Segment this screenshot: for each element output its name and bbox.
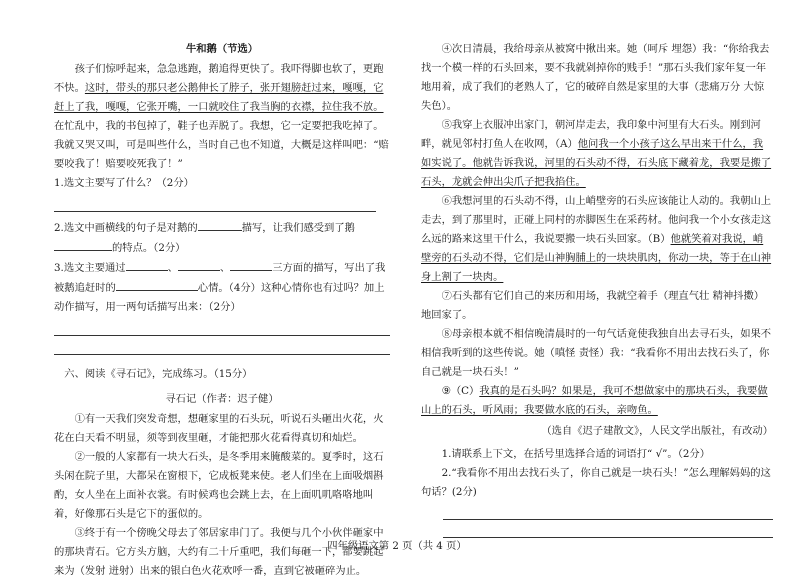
question2	[54, 218, 390, 258]
passage2-paragraph3: ③终于有一个傍晚父母去了邻居家串门了。我便与几个小伙伴砸家中的那块青石。它方头方脑，大约有二十斤重吧，我们每砸一下，都要跳起来为（发射 迸射）出来的银白色火花欢呼一番，直到它被砸碎为止。	[54, 527, 384, 577]
question3-answer-line1[interactable]	[54, 317, 390, 336]
question3-blank1[interactable]	[126, 258, 168, 271]
passage1-underlined-sentence: 这时，带头的那只老公鹅伸长了脖子，张开翅膀赶过来，嘎嘎，它赶上了我，嘎嘎，它张开嘴，一口就咬住了我当胸的衣襟，拉住我不放。	[54, 82, 384, 113]
question1-text: 1.选文主要写了什么？（2分）	[54, 177, 194, 189]
question1-answer-line[interactable]	[54, 193, 376, 212]
paragraph5-text: ⑤我穿上衣服冲出家门，朝河岸走去，我印象中河里有大石头。刚到河畔，就见邻村打鱼人在收网，（A）	[421, 119, 761, 150]
question3-part3: 心情。（4分）这种心情你也有过吗？加上动作描写，用一两句话描写出来：（2分）	[54, 282, 385, 313]
passage1-text-b: 在忙乱中，我的书包掉了，鞋子也弄脱了。我想，它一定要把我吃掉了。我就又哭又叫，可是叫些什么，当时自己也不知道，大概是这样叫吧：“赔要咬我了！赔要咬死我了！”	[54, 120, 389, 170]
question2-part1: 2.选文中画横线的句子是对鹅的	[54, 222, 198, 234]
passage1-paragraph	[54, 60, 390, 174]
question3-blank3[interactable]	[230, 258, 272, 271]
passage2-title: 寻石记（作者：迟子健）	[165, 393, 279, 405]
section6-question2-answer-area	[421, 502, 773, 538]
passage2-paragraph2: ②一般的人家都有一块大石头，是冬季用来腌酸菜的。夏季时，这石头闲在院子里，大都呆在窗根下，它成板凳来使。老人们坐在上面吸烟斟酌，女人坐在上面补衣裳。有时候鸡也会跳上去，在上面叽叽咯咯地叫着，好像那石头是它下的蛋似的。	[54, 451, 384, 520]
paragraph9-label: ⑨（C）	[441, 385, 480, 397]
question3-blank4[interactable]	[116, 278, 198, 291]
passage2-paragraph8: ⑧母亲根本就不相信晚清晨时的一句气话竟使我独自出去寻石头，如果不相信我听到的这些传说。她（嗔怪 责怪）我：“我看你不用出去找石头了，你自己就是一块石头！”	[421, 328, 772, 378]
question2-part3: 的特点。（2分）	[112, 242, 186, 254]
passage2-source: （选自《迟子建散文》，人民文学出版社，有改动）	[541, 425, 773, 437]
paragraph6-underlined-sentence-b: 他就笑着对我说，峭壁旁的石头动不得，它们是山神胸脯上的一块块肌肉，你动一块，等于在山神身上割了一块肉。	[421, 233, 772, 283]
question3-blank2[interactable]	[178, 258, 220, 271]
question3-part2: 三方面的描写，写出了我被鹅追赶时的	[54, 262, 386, 294]
left-column	[54, 40, 390, 581]
section6-title: 六、阅读《寻石记》，完成练习。（15分）	[64, 368, 253, 380]
passage1-title: 牛和鹅（节选）	[185, 43, 259, 55]
paragraph6-text: ⑥我想河里的石头动不得，山上峭壁旁的石头应该能让人动的。我朝山上走去，到了那里时，正碰上同村的赤脚医生在采药材。他问我一个小女孩走这么远的路来这里干什么，我说要搬一块石头回家。（B）	[421, 195, 772, 245]
question3-part1: 3.选文主要通过	[54, 262, 126, 274]
question3-separator2: 、	[219, 262, 231, 274]
passage2-paragraph9	[421, 382, 773, 420]
right-column	[421, 40, 773, 538]
section6-question2-answer-line2[interactable]	[443, 520, 773, 538]
section6-question2-answer-line1[interactable]	[443, 502, 773, 520]
passage2-paragraph1: ①有一天我们突发奇想，想砸家里的石头玩，听说石头砸出火花，火花在白天看不明显，须等到夜里砸，才能把那火花看得真切和灿烂。	[54, 413, 384, 444]
paragraph9-underlined-sentence-c: 我真的是石头吗？如果是，我可不想做家中的那块石头，我要做山上的石头，听风雨；我要做水底的石头，亲吻鱼。	[421, 385, 768, 416]
section6-question2: 2.“我看你不用出去找石头了，你自己就是一块石头！”怎么理解妈妈的这句话？(2分)	[421, 467, 771, 498]
passage1-text-a: 孩子们惊呼起来，急急逃跑，鹅追得更快了。我吓得脚也软了，更跑不快。	[54, 63, 384, 94]
question2-blank2[interactable]	[54, 238, 112, 251]
question2-part2: 描写，让我们感受到了鹅	[241, 222, 355, 234]
passage2-paragraph7: ⑦石头都有它们自己的来历和用场，我就空着手（理直气壮 精神抖擞）地回家了。	[421, 290, 765, 321]
question2-blank1[interactable]	[198, 218, 242, 231]
paragraph5-underlined-sentence-a: 他问我一个小孩子这么早出来干什么，我如实说了。他就告诉我说，河里的石头动不得，石头底下藏着龙，我要是搬了石头，龙就会伸出尖爪子把我掐住。	[421, 138, 772, 188]
question3	[54, 258, 390, 317]
passage2-paragraph6	[421, 192, 773, 287]
question3-answer-line2[interactable]	[54, 336, 390, 355]
page-footer: 四年级语文第 2 页（共 4 页）	[327, 540, 467, 552]
passage2-paragraph5	[421, 116, 773, 192]
question3-separator1: 、	[167, 262, 178, 274]
section6-question1: 1.请联系上下文，在括号里选择合适的词语打“ √”。（2分）	[441, 448, 711, 460]
passage2-paragraph4: ④次日清晨，我给母亲从被窝中揪出来。她（呵斥 埋怨）我：“你给我去找一个模一样的石头回来，要不我就剁掉你的贱手！”那石头我们家年复一年地用着，成了我们的老熟人了，它的破碎自然是家里的大事（悲痛万分 大惊失色）。	[421, 43, 770, 112]
